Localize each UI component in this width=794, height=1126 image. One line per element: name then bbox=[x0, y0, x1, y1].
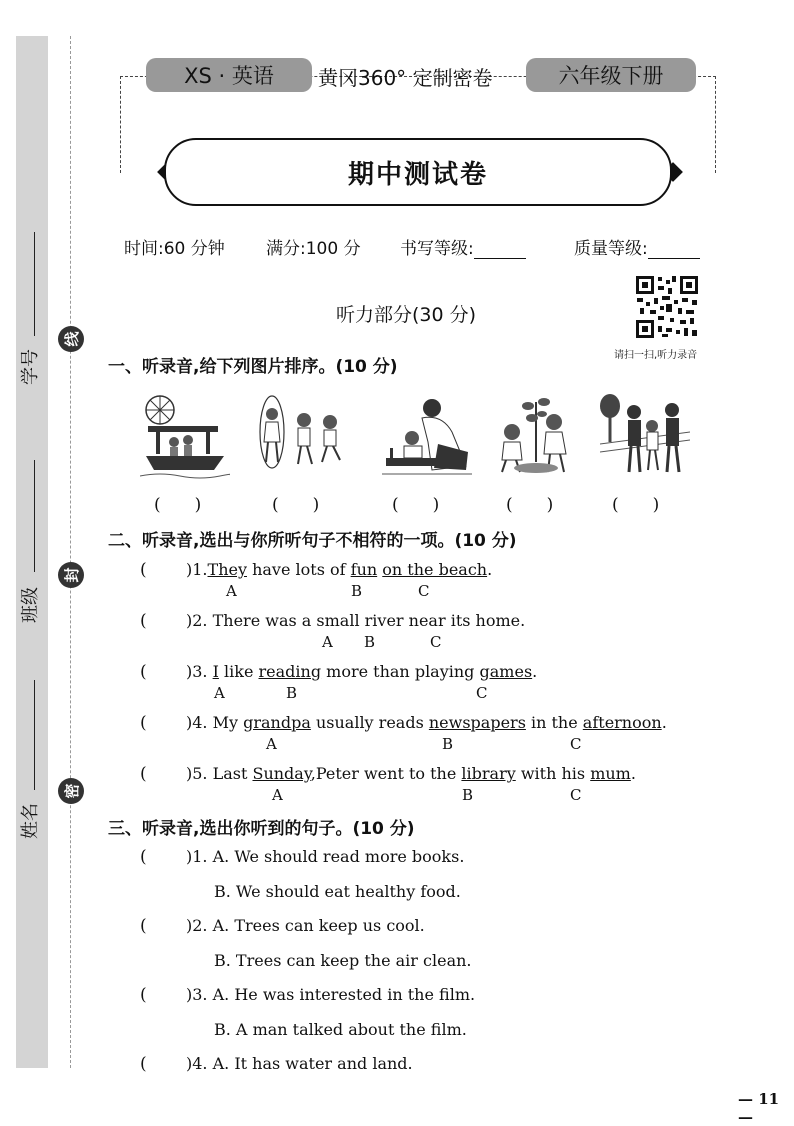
s2-q1-text1: have lots of bbox=[247, 560, 351, 579]
name-label: 姓名 bbox=[20, 803, 41, 839]
picture-blank-1[interactable]: ( ) bbox=[154, 495, 202, 515]
s2-q1-num: )1. bbox=[186, 560, 208, 579]
s2-q1-label-b: B bbox=[351, 582, 363, 600]
s2-q3-label-a: A bbox=[214, 684, 225, 702]
listening-title: 听力部分(30 分) bbox=[336, 304, 477, 326]
s3-q2-option-b: B. Trees can keep the air clean. bbox=[214, 951, 472, 970]
s2-q2-label-c: C bbox=[430, 633, 442, 651]
s2-q3-sentence bbox=[186, 662, 537, 681]
picture-boat-ride bbox=[140, 392, 230, 480]
s2-q3-text3: . bbox=[532, 662, 538, 681]
s2-q4-label-b: B bbox=[442, 735, 454, 753]
s2-q4-part-c: afternoon bbox=[582, 713, 662, 732]
quality-grade-blank[interactable] bbox=[648, 244, 700, 259]
s2-q5-part-a: Sunday bbox=[252, 764, 311, 783]
s2-q4-num: )4. My bbox=[186, 713, 244, 732]
s2-q4-label-a: A bbox=[266, 735, 277, 753]
s2-q5-text3: . bbox=[630, 764, 636, 783]
student-id-field bbox=[34, 232, 35, 336]
s2-q3-answer[interactable]: ( bbox=[140, 662, 147, 682]
s2-q3-num: )3. bbox=[186, 662, 213, 681]
s2-q2-answer[interactable]: ( bbox=[140, 611, 147, 631]
section2-title: 二、听录音,选出与你所听句子不相符的一项。(10 分) bbox=[108, 531, 517, 551]
exam-title: 期中测试卷 bbox=[164, 138, 672, 206]
s2-q2-label-b: B bbox=[364, 633, 376, 651]
seal-feng-mark: 封 bbox=[58, 562, 84, 588]
s2-q5-part-c: mum bbox=[590, 764, 631, 783]
s2-q1-part-a: They bbox=[207, 560, 247, 579]
s2-q4-text3: . bbox=[661, 713, 667, 732]
s2-q3-label-b: B bbox=[286, 684, 298, 702]
writing-grade-label: 书写等级: bbox=[400, 239, 474, 259]
s2-q1-answer[interactable]: ( bbox=[140, 560, 147, 580]
s2-q1-label-a: A bbox=[226, 582, 237, 600]
s2-q1-part-b: fun bbox=[350, 560, 378, 579]
s2-q3-part-b: reading bbox=[258, 662, 322, 681]
seal-line-mark: 线 bbox=[58, 326, 84, 352]
s2-q4-part-b: newspapers bbox=[428, 713, 526, 732]
s2-q5-text1: ,Peter went to the bbox=[310, 764, 462, 783]
qr-code-icon[interactable] bbox=[634, 274, 700, 340]
seal-mi-mark: 密 bbox=[58, 778, 84, 804]
s2-q3-text2: more than playing bbox=[321, 662, 480, 681]
picture-blank-4[interactable]: ( ) bbox=[506, 495, 554, 515]
picture-blank-3[interactable]: ( ) bbox=[392, 495, 440, 515]
s2-q2-sentence: )2. There was a small river near its home. bbox=[186, 611, 526, 630]
page-number: — 11 — bbox=[738, 1090, 780, 1126]
s2-q5-num: )5. Last bbox=[186, 764, 253, 783]
s3-q1-option-b: B. We should eat healthy food. bbox=[214, 882, 461, 901]
picture-family-walk bbox=[600, 392, 690, 480]
section3-title: 三、听录音,选出你听到的句子。(10 分) bbox=[108, 819, 415, 839]
s2-q3-part-c: games bbox=[479, 662, 533, 681]
s2-q4-part-a: grandpa bbox=[243, 713, 311, 732]
s3-q3-option-b: B. A man talked about the film. bbox=[214, 1020, 467, 1039]
s2-q5-answer[interactable]: ( bbox=[140, 764, 147, 784]
picture-blank-2[interactable]: ( ) bbox=[272, 495, 320, 515]
s3-q1-option-a: )1. A. We should read more books. bbox=[186, 847, 465, 866]
s2-q1-text3: . bbox=[487, 560, 493, 579]
s2-q5-part-b: library bbox=[461, 764, 516, 783]
s2-q4-text1: usually reads bbox=[310, 713, 429, 732]
s2-q1-part-c: on the beach bbox=[382, 560, 488, 579]
quality-grade-label: 质量等级: bbox=[574, 239, 648, 259]
class-field bbox=[34, 460, 35, 572]
class-label: 班级 bbox=[20, 587, 41, 623]
s2-q1-label-c: C bbox=[418, 582, 430, 600]
s2-q5-label-a: A bbox=[272, 786, 283, 804]
s2-q4-answer[interactable]: ( bbox=[140, 713, 147, 733]
s2-q4-text2: in the bbox=[525, 713, 583, 732]
binding-strip bbox=[16, 36, 48, 1068]
s2-q5-label-c: C bbox=[570, 786, 582, 804]
grade-pill: 六年级下册 bbox=[526, 58, 696, 92]
picture-planting-tree bbox=[492, 392, 582, 480]
s2-q4-sentence bbox=[186, 713, 667, 732]
series-title: 黄冈360° 定制密卷 bbox=[318, 66, 493, 90]
s3-q2-answer[interactable]: ( bbox=[140, 916, 147, 936]
s2-q1-sentence bbox=[186, 560, 492, 579]
s2-q3-part-a: I bbox=[212, 662, 219, 681]
qr-caption: 请扫一扫,听力录音 bbox=[614, 350, 698, 361]
s2-q5-text2: with his bbox=[515, 764, 591, 783]
s2-q2-label-a: A bbox=[322, 633, 333, 651]
s3-q3-answer[interactable]: ( bbox=[140, 985, 147, 1005]
s3-q2-option-a: )2. A. Trees can keep us cool. bbox=[186, 916, 425, 935]
subject-pill: XS · 英语 bbox=[146, 58, 312, 92]
s2-q4-label-c: C bbox=[570, 735, 582, 753]
s2-q5-label-b: B bbox=[462, 786, 474, 804]
picture-jump-rope-kids bbox=[256, 392, 346, 480]
writing-grade-blank[interactable] bbox=[474, 244, 526, 259]
s3-q1-answer[interactable]: ( bbox=[140, 847, 147, 867]
s2-q5-sentence bbox=[186, 764, 636, 783]
s3-q4-answer[interactable]: ( bbox=[140, 1054, 147, 1074]
writing-grade bbox=[400, 234, 526, 259]
score-info: 满分:100 分 bbox=[266, 239, 361, 259]
student-id-label: 学号 bbox=[20, 349, 41, 385]
picture-blank-5[interactable]: ( ) bbox=[612, 495, 660, 515]
s2-q3-text1: like bbox=[218, 662, 259, 681]
s3-q3-option-a: )3. A. He was interested in the film. bbox=[186, 985, 476, 1004]
picture-washing-hands bbox=[382, 392, 472, 480]
section1-title: 一、听录音,给下列图片排序。(10 分) bbox=[108, 357, 398, 377]
cut-line bbox=[70, 36, 71, 1068]
s2-q3-label-c: C bbox=[476, 684, 488, 702]
name-field bbox=[34, 680, 35, 790]
s3-q4-option-a: )4. A. It has water and land. bbox=[186, 1054, 413, 1073]
quality-grade bbox=[574, 234, 700, 259]
time-info: 时间:60 分钟 bbox=[124, 239, 225, 259]
